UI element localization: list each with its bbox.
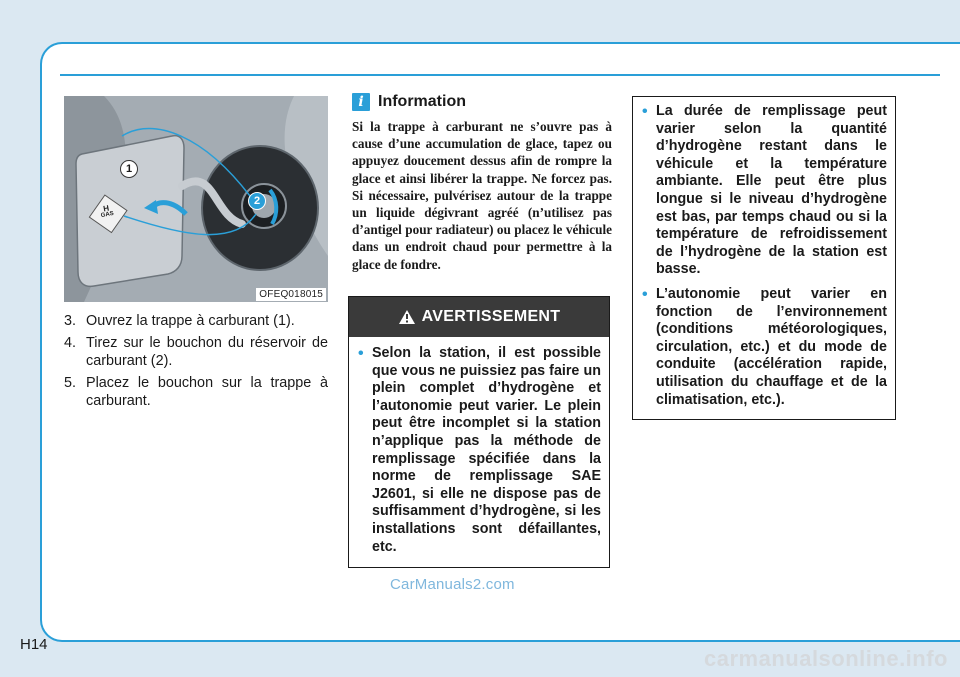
step-text: Placez le bouchon sur la trappe à carburant. <box>86 375 328 409</box>
step-number: 4. <box>64 335 77 351</box>
information-header <box>352 92 612 114</box>
step-item <box>64 334 328 370</box>
fuel-door-figure <box>64 96 328 302</box>
step-text: Ouvrez la trappe à carburant (1). <box>86 313 295 329</box>
callout-2-text: 2 <box>253 195 261 207</box>
figure-code: OFEQ018015 <box>256 288 326 301</box>
step-item <box>64 312 328 330</box>
callout-2 <box>248 192 266 210</box>
footer-watermark: carmanualsonline.info <box>704 646 948 671</box>
step-number: 5. <box>64 375 77 391</box>
info-icon: i <box>352 93 370 111</box>
step-item <box>64 374 328 410</box>
step-number: 3. <box>64 313 77 329</box>
carmanuals-watermark: CarManuals2.com <box>390 576 515 593</box>
header-rule <box>60 74 940 76</box>
note-item: • La durée de remplissage peut varier selon la quantité d’hydrogène restant dans le véhicule et la température ambiante. Elle peut être plus longue si le niveau d’hydrogène est bas, par temps chaud ou si la température de refroidissement de l’hydrogène de la station est basse. <box>641 103 887 279</box>
step-text: Tirez sur le bouchon du réservoir de carburant (2). <box>86 335 328 369</box>
warning-list <box>349 337 609 556</box>
callout-1 <box>120 160 138 178</box>
information-text: Si la trappe à carburant ne s’ouvre pas à cause d’une accumulation de glace, tapez ou appuyez doucement dessus afin de rompre la glace et ainsi libérer la trappe. Ne forcez pas. Si nécessaire, pulvérisez autour de la trappe un liquide dégivrant agréé (n’utilisez pas d’antigel pour radiateur) ou placez le véhicule dans un endroit chaud pour permettre à la glace de fondre. <box>352 119 612 272</box>
h2-gas-label <box>87 193 126 232</box>
warning-box <box>348 296 610 568</box>
notes-list <box>633 97 895 409</box>
callout-1-text: 1 <box>125 163 133 175</box>
warning-icon <box>398 309 416 325</box>
information-title: Information <box>378 93 466 110</box>
page-number: H14 <box>20 636 48 653</box>
warning-item: • Selon la station, il est possible que vous ne puissiez pas faire un plein complet d’hydrogène et l’autonomie peut varier. Le plein peut être incomplet si la station n’applique pas la méthode de remplissage spécifiée dans la norme de remplissage SAE J2601, si elle ne dispose pas de suffisamment d’hydrogène, si les installations sont défaillantes, etc. <box>357 345 601 556</box>
note-item: • L’autonomie peut varier en fonction de l’environnement (conditions météorologiques, circulation, etc.) et du mode de conduite (accélération rapide, utilisation du chauffage et de la climatisation, etc.). <box>641 286 887 409</box>
h2-gas-text: H <box>102 203 110 214</box>
warning-header <box>349 297 609 337</box>
step-list <box>64 312 328 414</box>
notes-box <box>632 96 896 420</box>
h2-gas-subtext: GAS <box>100 210 115 220</box>
warning-title: AVERTISSEMENT <box>421 308 561 325</box>
